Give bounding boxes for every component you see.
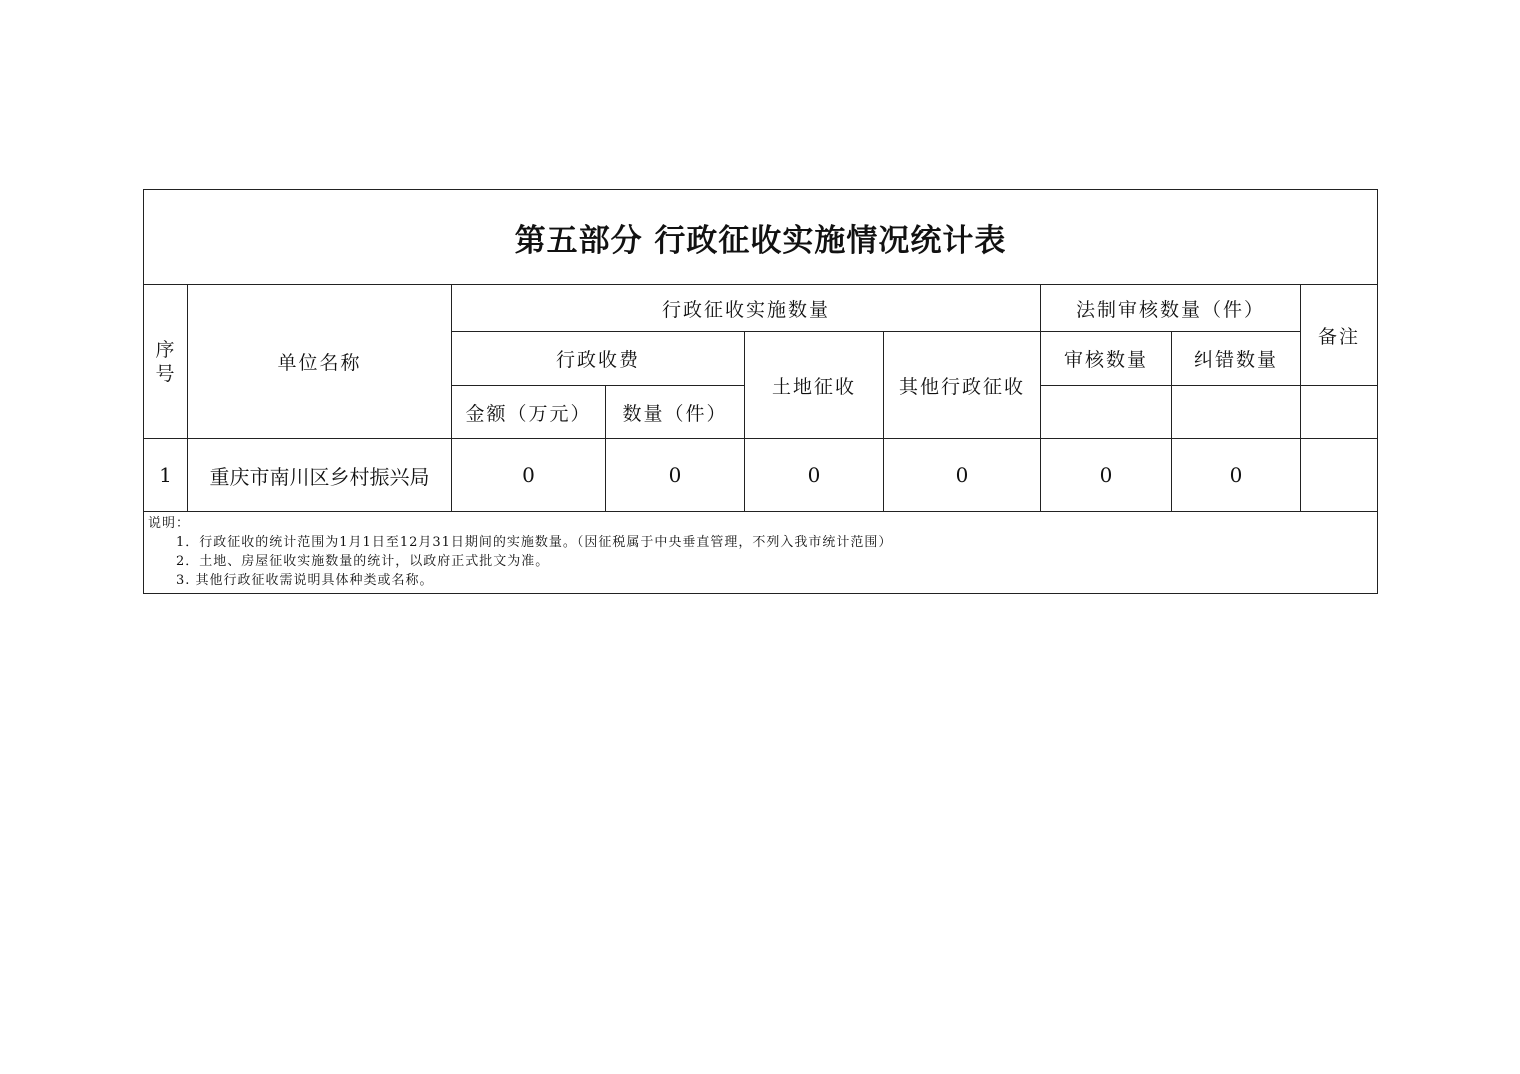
cell-land: 0 bbox=[745, 439, 884, 512]
table-row bbox=[144, 439, 1378, 512]
cell-unit: 重庆市南川区乡村振兴局 bbox=[188, 439, 452, 512]
collection-statistics-table bbox=[143, 189, 1378, 594]
header-seq-label: 序号 bbox=[155, 338, 177, 385]
header-other: 其他行政征收 bbox=[884, 332, 1041, 439]
header-remarks: 备注 bbox=[1301, 285, 1378, 386]
note-item-1: 1．行政征收的统计范围为1月1日至12月31日期间的实施数量。（因征税属于中央垂直管理，不列入我市统计范围） bbox=[176, 535, 893, 550]
empty-cell bbox=[1301, 386, 1378, 439]
note-item-3: 3. 其他行政征收需说明具体种类或名称。 bbox=[176, 573, 434, 588]
header-legal-review: 法制审核数量（件） bbox=[1041, 285, 1301, 332]
header-unit-name: 单位名称 bbox=[188, 285, 452, 439]
cell-amount: 0 bbox=[452, 439, 606, 512]
notes-heading: 说明： bbox=[148, 516, 191, 531]
header-review-count: 审核数量 bbox=[1041, 332, 1172, 386]
cell-seq: 1 bbox=[144, 439, 188, 512]
header-admin-fee: 行政收费 bbox=[452, 332, 745, 386]
header-seq bbox=[144, 285, 188, 439]
table-title: 第五部分 行政征收实施情况统计表 bbox=[144, 190, 1378, 285]
cell-other: 0 bbox=[884, 439, 1041, 512]
cell-remarks bbox=[1301, 439, 1378, 512]
empty-cell bbox=[1041, 386, 1172, 439]
notes-block bbox=[144, 512, 1378, 594]
note-item-2: 2．土地、房屋征收实施数量的统计，以政府正式批文为准。 bbox=[176, 554, 550, 569]
cell-correction-count: 0 bbox=[1172, 439, 1301, 512]
header-fee-count: 数量（件） bbox=[606, 386, 745, 439]
header-impl-count: 行政征收实施数量 bbox=[452, 285, 1041, 332]
cell-review-count: 0 bbox=[1041, 439, 1172, 512]
header-correction-count: 纠错数量 bbox=[1172, 332, 1301, 386]
header-amount: 金额（万元） bbox=[452, 386, 606, 439]
empty-cell bbox=[1172, 386, 1301, 439]
cell-fee-count: 0 bbox=[606, 439, 745, 512]
header-land: 土地征收 bbox=[745, 332, 884, 439]
statistics-sheet bbox=[143, 189, 1377, 594]
